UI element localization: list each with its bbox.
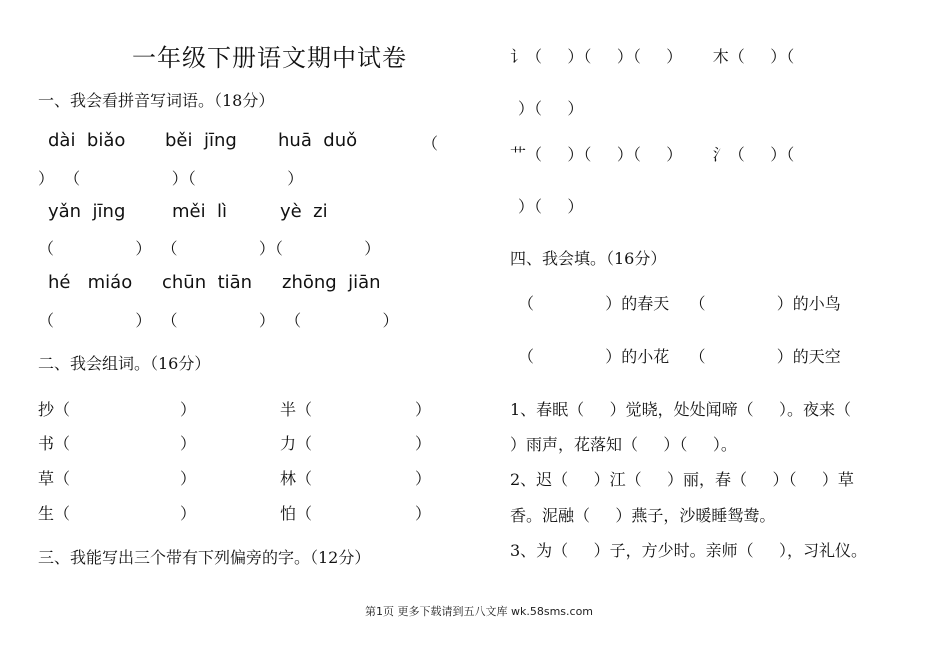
answer-blank-row[interactable]: （ ） （ ） （ ） — [38, 311, 399, 330]
section3-heading: 三、我能写出三个带有下列偏旁的字。（12分） — [38, 548, 371, 567]
pinyin: huā duǒ — [278, 130, 358, 151]
word-prompt: 抄（ — [38, 400, 71, 419]
answer-blank-row[interactable]: ） （ ）（ ） — [38, 169, 304, 188]
page-footer: 第1页 更多下载请到五八文库 wk.58sms.com — [365, 605, 594, 618]
poem-line[interactable]: 香。泥融（ ）燕子，沙暖睡鸳鸯。 — [510, 506, 776, 525]
pinyin: měi lì — [172, 201, 228, 222]
poem-line[interactable]: 1、春眠（ ）觉晓，处处闻啼（ ）。夜来（ — [510, 400, 852, 419]
answer-blank-row[interactable]: （ ） （ ）（ ） — [38, 239, 381, 258]
fill-row[interactable]: （ ）的小花 （ ）的天空 — [518, 347, 841, 366]
fill-row[interactable]: （ ）的春天 （ ）的小鸟 — [518, 294, 841, 313]
section1-heading: 一、我会看拼音写词语。（18分） — [38, 91, 275, 110]
word-prompt: 书（ — [38, 434, 71, 453]
word-blank-close[interactable]: ） — [415, 469, 432, 488]
section2-heading: 二、我会组词。（16分） — [38, 354, 211, 373]
word-prompt: 生（ — [38, 504, 71, 523]
pinyin: běi jīng — [165, 130, 237, 151]
page-title: 一年级下册语文期中试卷 — [132, 44, 407, 72]
word-blank-close[interactable]: ） — [180, 469, 197, 488]
poem-line[interactable]: 2、迟（ ）江（ ）丽，春（ ）（ ）草 — [510, 470, 854, 489]
radical-row[interactable]: 艹（ ）（ ）（ ） 氵（ ）（ — [510, 145, 795, 164]
word-blank-close[interactable]: ） — [415, 434, 432, 453]
word-prompt: 草（ — [38, 469, 71, 488]
pinyin: chūn tiān — [162, 272, 253, 293]
pinyin: zhōng jiān — [282, 272, 381, 293]
word-blank-close[interactable]: ） — [180, 504, 197, 523]
poem-line[interactable]: 3、为（ ）子，方少时。亲师（ ），习礼仪。 — [510, 541, 868, 560]
word-blank-close[interactable]: ） — [415, 400, 432, 419]
pinyin: dài biǎo — [48, 130, 126, 151]
radical-row[interactable]: ）（ ） — [518, 197, 584, 216]
pinyin: hé miáo — [48, 272, 133, 293]
word-prompt: 林（ — [280, 469, 313, 488]
word-prompt: 怕（ — [280, 504, 313, 523]
section4-heading: 四、我会填。（16分） — [510, 249, 667, 268]
pinyin: yǎn jīng — [48, 201, 126, 222]
answer-blank[interactable]: （ — [422, 134, 439, 153]
word-prompt: 力（ — [280, 434, 313, 453]
poem-line[interactable]: ）雨声，花落知（ ）（ ）。 — [510, 435, 737, 454]
radical-row[interactable]: ）（ ） — [518, 99, 584, 118]
word-blank-close[interactable]: ） — [180, 400, 197, 419]
word-blank-close[interactable]: ） — [180, 434, 197, 453]
radical-row[interactable]: 讠（ ）（ ）（ ） 木（ ）（ — [510, 47, 795, 66]
word-blank-close[interactable]: ） — [415, 504, 432, 523]
word-prompt: 半（ — [280, 400, 313, 419]
pinyin: yè zi — [280, 201, 328, 222]
